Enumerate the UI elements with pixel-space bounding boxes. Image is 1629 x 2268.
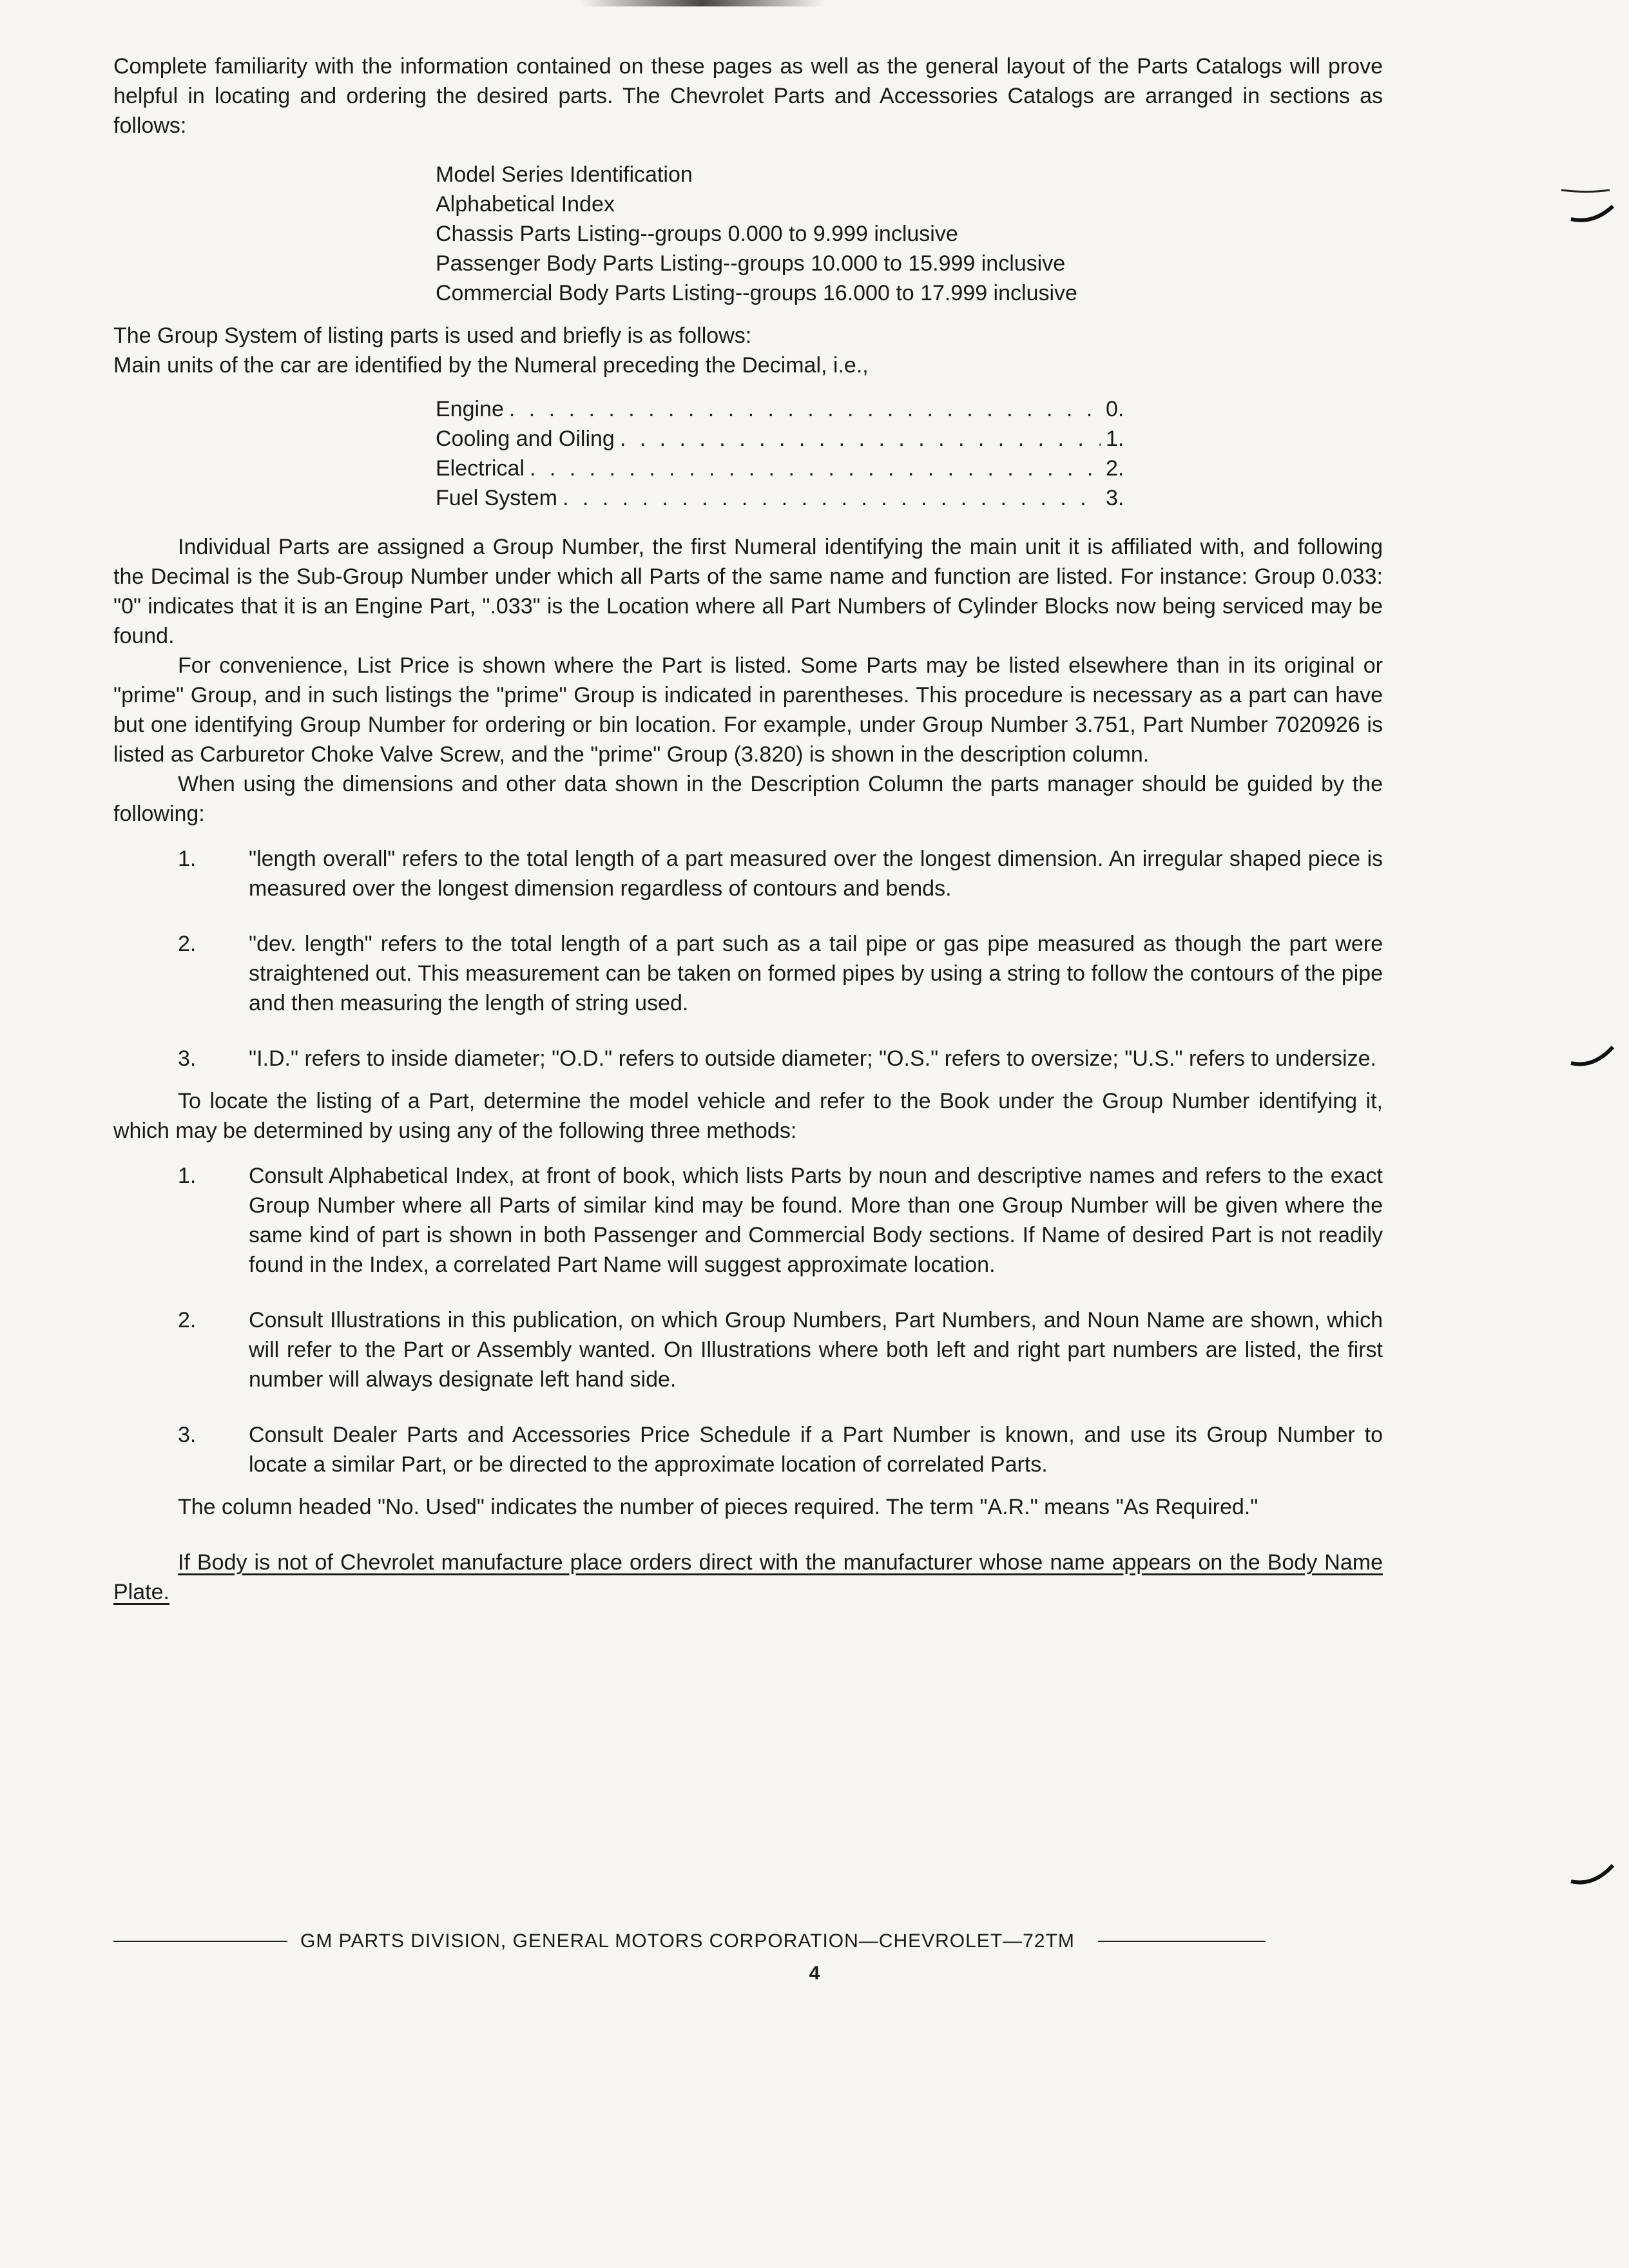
item-number: 2. [178,1308,197,1332]
document-body [113,52,1383,1607]
binder-hole-mark [1558,1849,1616,1888]
item-text: Consult Dealer Parts and Accessories Price Schedule if a Part Number is known, and use its Group Number to locate a similar Part, or be directed to the approximate location of correlated Parts. [249,1423,1383,1477]
main-unit-row [436,394,1144,424]
footer-rule-left [113,1941,287,1942]
section-item: Commercial Body Parts Listing--groups 16.000 to 17.999 inclusive [436,281,1077,305]
group-system-paragraph: The Group System of listing parts is used and briefly is as follows: [113,323,752,348]
unit-name: Electrical [436,456,525,481]
unit-number: 3. [1106,486,1124,510]
item-text: Consult Illustrations in this publication, on which Group Numbers, Part Numbers, and Noun Name are shown, which will refer to the Part or Assembly wanted. On Illustrations where both left and right part numbers are listed, the first number will always designate left hand side. [249,1308,1383,1392]
list-item [113,1305,1383,1394]
list-item [113,1044,1383,1073]
item-text: "dev. length" refers to the total length of a part such as a tail pipe or gas pipe measured as though the part were straightened out. This measurement can be taken on formed pipes by using a string to follow the contours of the pipe and then measuring the length of string used. [249,932,1383,1015]
main-units-intro: Main units of the car are identified by the Numeral preceding the Decimal, i.e., [113,353,869,378]
unit-number: 1. [1106,427,1124,451]
dot-leader [620,424,1101,454]
main-unit-row [436,424,1144,454]
list-item [113,844,1383,903]
item-number: 3. [178,1046,197,1071]
footer-text: GM PARTS DIVISION, GENERAL MOTORS CORPORATION—CHEVROLET—72TM [300,1930,1075,1952]
body-order-note [113,1548,1383,1607]
binder-hole-mark [1558,1031,1616,1070]
page-footer [113,1930,1357,1952]
locate-methods-list [113,1161,1383,1479]
main-units-table [436,394,1144,513]
dot-leader [563,483,1101,513]
section-item: Passenger Body Parts Listing--groups 10.000 to 15.999 inclusive [436,251,1066,276]
locate-part-paragraph: To locate the listing of a Part, determine the model vehicle and refer to the Book under the Group Number identifying it, which may be determined by using any of the following three methods: [113,1089,1383,1143]
item-number: 1. [178,1164,197,1188]
item-number: 3. [178,1423,197,1447]
unit-number: 0. [1106,397,1124,421]
scan-artifact [580,0,825,6]
unit-name: Engine [436,397,504,421]
item-text: "I.D." refers to inside diameter; "O.D." refers to outside diameter; "O.S." refers to oversize; "U.S." refers to undersize. [249,1046,1376,1071]
footer-rule-right [1098,1941,1266,1942]
individual-parts-paragraph: Individual Parts are assigned a Group Number, the first Numeral identifying the main unit it is affiliated with, and following the Decimal is the Sub-Group Number under which all Parts of the same name and function are listed. For instance: Group 0.033: "0" indicates that it is an Engine Part, ".033" is the Location where all Part Numbers of Cylinder Blocks now being serviced may be found. [113,535,1383,648]
section-item: Alphabetical Index [436,192,615,216]
convenience-paragraph: For convenience, List Price is shown where the Part is listed. Some Parts may be listed elsewhere than in its original or "prime" Group, and in such listings the "prime" Group is indicated in parentheses. This procedure is necessary as a part can have but one identifying Group Number for ordering or bin location. For example, under Group Number 3.751, Part Number 7020926 is listed as Carburetor Choke Valve Screw, and the "prime" Group (3.820) is shown in the description column. [113,653,1383,767]
catalog-sections-list [436,160,1383,308]
unit-name: Fuel System [436,486,557,510]
list-item [113,929,1383,1018]
dimensions-intro-paragraph: When using the dimensions and other data shown in the Description Column the parts manager should be guided by the following: [113,772,1383,826]
dot-leader [530,454,1101,483]
unit-number: 2. [1106,456,1124,481]
page-number: 4 [809,1963,820,1984]
dot-leader [509,394,1101,424]
item-text: "length overall" refers to the total length of a part measured over the longest dimension. An irregular shaped piece is measured over the longest dimension regardless of contours and bends. [249,847,1383,901]
no-used-paragraph: The column headed "No. Used" indicates the number of pieces required. The term "A.R." means "As Required." [178,1495,1258,1519]
section-item: Model Series Identification [436,162,693,187]
item-number: 1. [178,847,197,871]
item-number: 2. [178,932,197,956]
dimension-definitions-list [113,844,1383,1073]
list-item [113,1161,1383,1280]
main-unit-row [436,454,1144,483]
binder-hole-mark [1558,187,1616,226]
section-item: Chassis Parts Listing--groups 0.000 to 9.999 inclusive [436,222,958,246]
list-item [113,1420,1383,1479]
intro-paragraph: Complete familiarity with the information contained on these pages as well as the general layout of the Parts Catalogs will prove helpful in locating and ordering the desired parts. The Chevrolet Parts and Accessories Catalogs are arranged in sections as follows: [113,54,1383,138]
item-text: Consult Alphabetical Index, at front of book, which lists Parts by noun and descriptive names and refers to the exact Group Number where all Parts of similar kind may be found. More than one Group Number will be given where the same kind of part is shown in both Passenger and Commercial Body sections. If Name of desired Part is not readily found in the Index, a correlated Part Name will suggest approximate location. [249,1164,1383,1277]
main-unit-row [436,483,1144,513]
unit-name: Cooling and Oiling [436,427,615,451]
body-order-note-text: If Body is not of Chevrolet manufacture place orders direct with the manufacturer whose name appears on the Body Name Plate. [113,1550,1383,1604]
